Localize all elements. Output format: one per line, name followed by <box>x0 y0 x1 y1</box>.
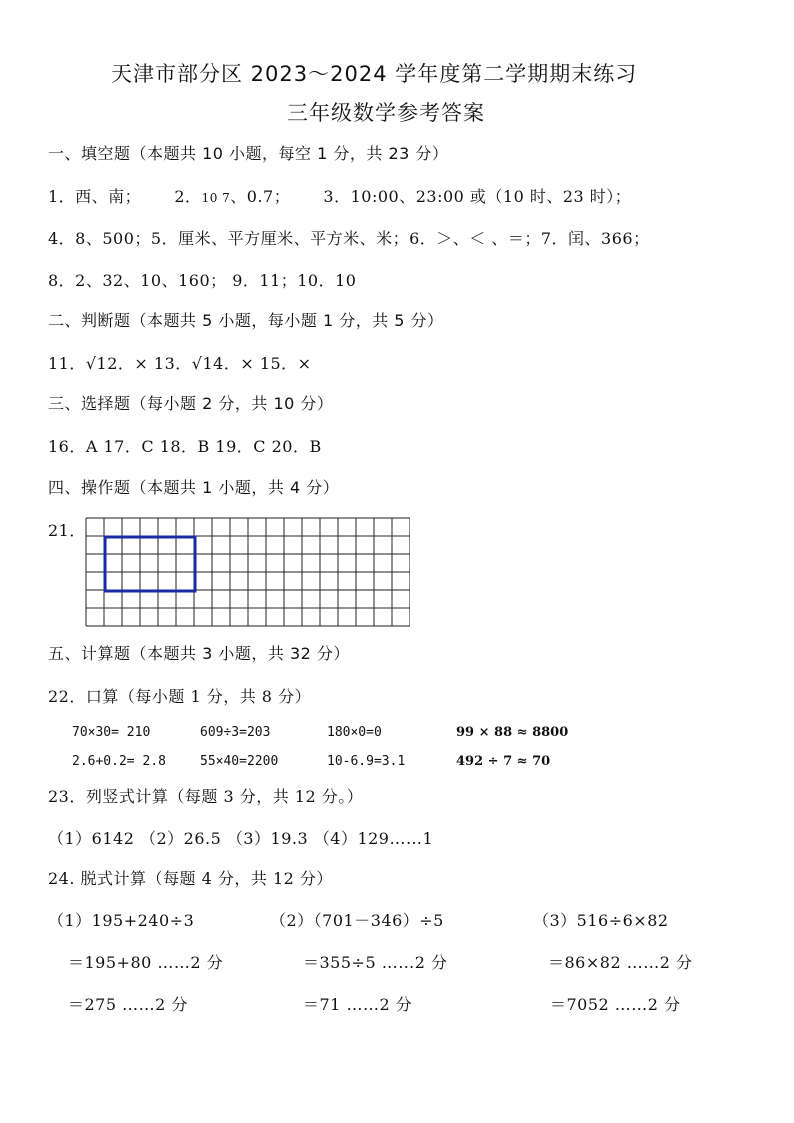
fill-answers-line-2: 4．8、500；5．厘米、平方厘米、平方米、米；6．＞、＜ 、＝；7．闰、366； <box>48 229 650 248</box>
choice-answers: 16．A 17．C 18．B 19．C 20．B <box>48 437 322 456</box>
q23-header: 23．列竖式计算（每题 3 分，共 12 分。） <box>48 787 364 806</box>
q24-expression: （3）516÷6×82 <box>533 911 669 930</box>
answer-rectangle <box>105 537 195 591</box>
oral-calc: 99 × 88 ≈ 8800 <box>456 725 569 740</box>
oral-calc: 2.6+0.2= 2.8 <box>72 754 166 769</box>
q24-step: ＝355÷5 ……2 分 <box>303 953 448 972</box>
section-3-header: 三、选择题（每小题 2 分，共 10 分） <box>48 394 334 413</box>
oral-calc: 180×0=0 <box>327 725 382 740</box>
q24-expression: （1）195+240÷3 <box>48 911 195 930</box>
section-1-header: 一、填空题（本题共 10 小题，每空 1 分，共 23 分） <box>48 144 449 163</box>
section-2-header: 二、判断题（本题共 5 小题，每小题 1 分，共 5 分） <box>48 311 444 330</box>
q24-step: ＝275 ……2 分 <box>68 995 188 1014</box>
q24-step: ＝86×82 ……2 分 <box>548 953 693 972</box>
q24-step: ＝7052 ……2 分 <box>550 995 681 1014</box>
oral-calc: 609÷3=203 <box>200 725 271 740</box>
q22-header: 22．口算（每小题 1 分，共 8 分） <box>48 687 312 706</box>
fill-q2: 2．10 7、0.7； <box>174 187 291 206</box>
q23-answers: （1）6142 （2）26.5 （3）19.3 （4）129……1 <box>48 829 434 848</box>
section-4-header: 四、操作题（本题共 1 小题，共 4 分） <box>48 478 340 497</box>
fill-answers-line-1 <box>48 184 631 207</box>
judge-answers: 11．√12．× 13．√14．× 15．× <box>48 354 312 373</box>
fill-q1: 1．西、南； <box>48 187 142 206</box>
q24-expression: （2）（701－346）÷5 <box>270 911 444 930</box>
oral-calc: 492 ÷ 7 ≈ 70 <box>456 754 551 769</box>
q24-step: ＝71 ……2 分 <box>303 995 413 1014</box>
q24-header: 24. 脱式计算（每题 4 分，共 12 分） <box>48 869 333 888</box>
page-title: 天津市部分区 2023～2024 学年度第二学期期末练习 <box>111 62 638 86</box>
grid-drawing <box>85 517 410 629</box>
fill-q3: 3．10:00、23:00 或（10 时、23 时）； <box>323 187 632 206</box>
page-subtitle: 三年级数学参考答案 <box>287 101 485 125</box>
oral-calc: 70×30= 210 <box>72 725 151 740</box>
section-5-header: 五、计算题（本题共 3 小题，共 32 分） <box>48 644 350 663</box>
oral-calc: 10-6.9=3.1 <box>327 754 406 769</box>
oral-calc: 55×40=2200 <box>200 754 279 769</box>
fill-answers-line-3: 8．2、32、10、160； 9．11；10．10 <box>48 271 357 290</box>
q21-label: 21． <box>48 521 86 540</box>
q24-step: ＝195+80 ……2 分 <box>68 953 224 972</box>
